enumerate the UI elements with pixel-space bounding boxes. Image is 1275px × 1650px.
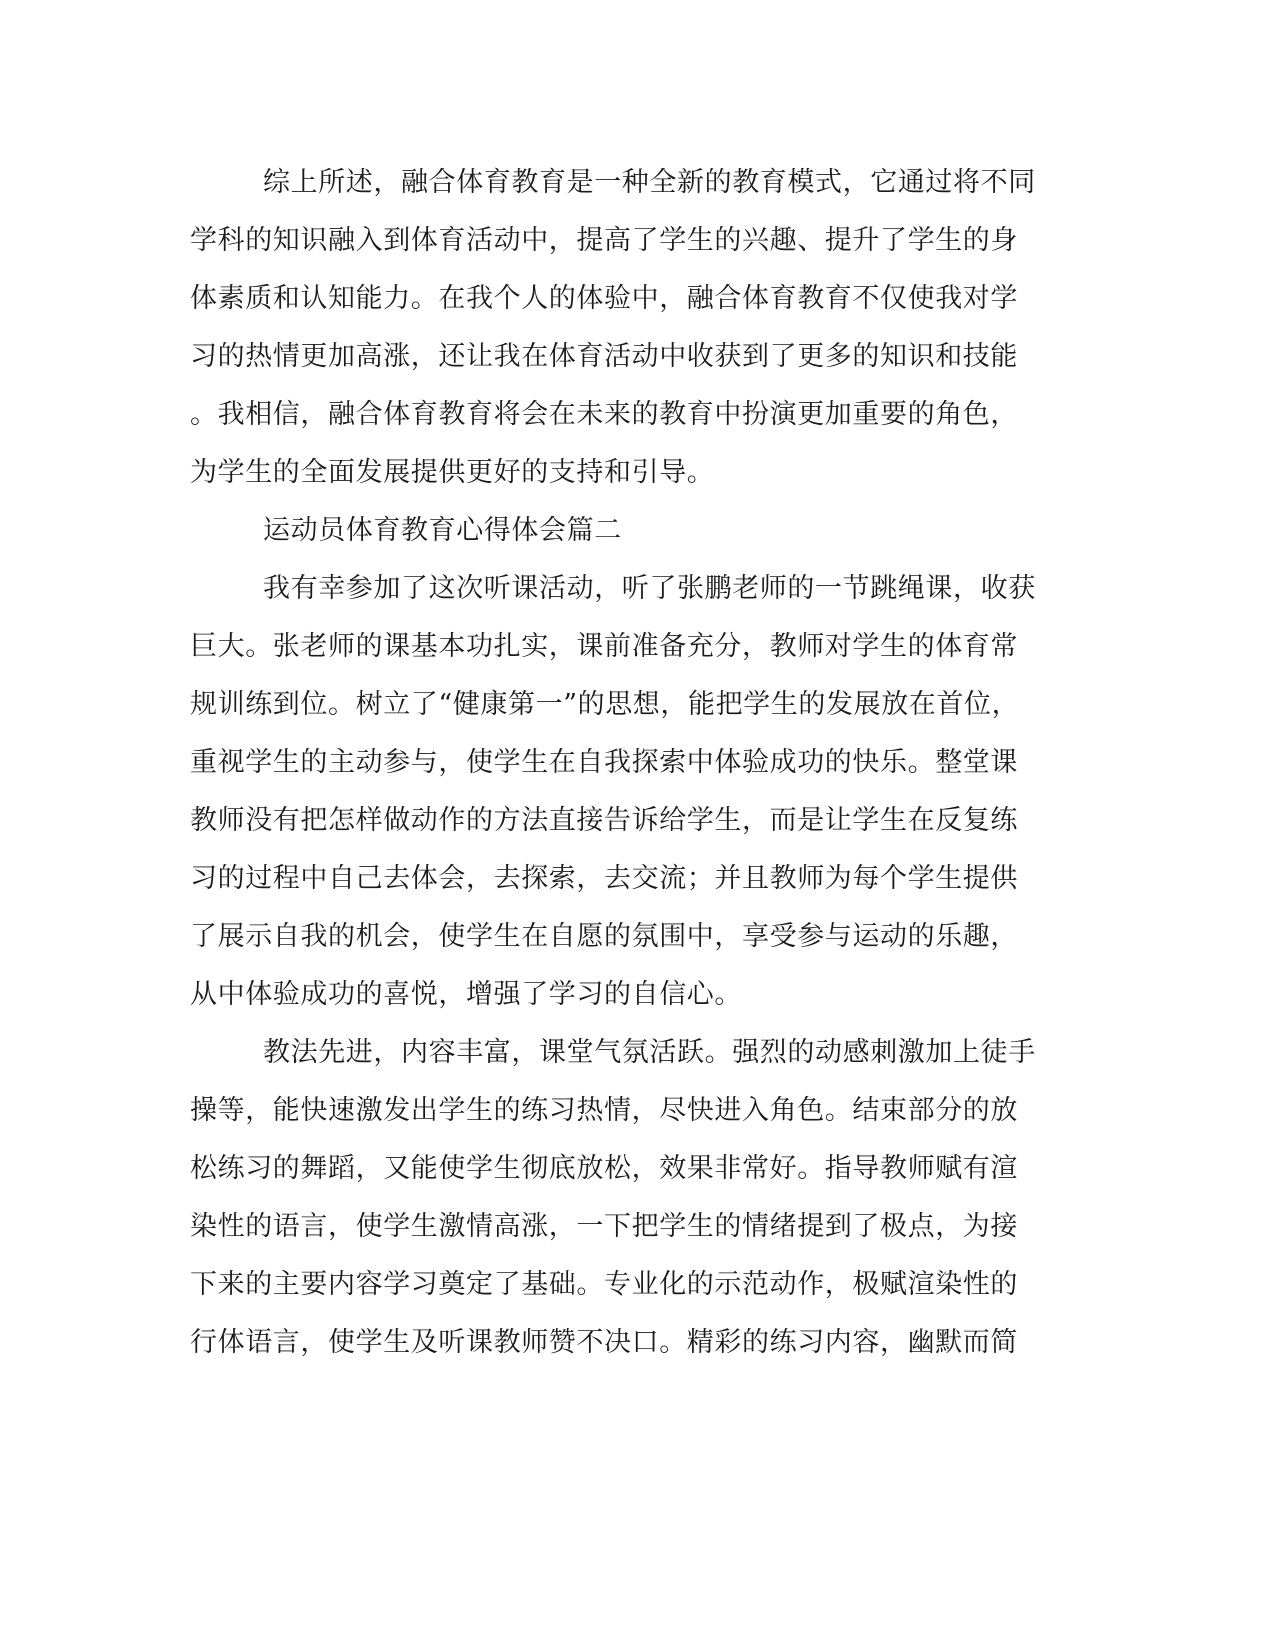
- text-line: 从中体验成功的喜悦，增强了学习的自信心。: [190, 979, 742, 1010]
- text-line: 了展示自我的机会，使学生在自愿的氛围中，享受参与运动的乐趣，: [190, 921, 1018, 952]
- text-line: 巨大。张老师的课基本功扎实，课前准备充分，教师对学生的体育常: [190, 631, 1018, 662]
- text-line: 我有幸参加了这次听课活动，听了张鹏老师的一节跳绳课，收获: [263, 573, 1036, 604]
- text-line: 习的过程中自己去体会，去探索，去交流；并且教师为每个学生提供: [190, 863, 1018, 894]
- text-line: 下来的主要内容学习奠定了基础。专业化的示范动作，极赋渲染性的: [190, 1269, 1018, 1300]
- text-line: 操等，能快速激发出学生的练习热情，尽快进入角色。结束部分的放: [190, 1095, 1018, 1126]
- text-line: 为学生的全面发展提供更好的支持和引导。: [190, 457, 715, 488]
- text-line: 重视学生的主动参与，使学生在自我探索中体验成功的快乐。整堂课: [190, 747, 1018, 778]
- text-line: 规训练到位。树立了“健康第一”的思想，能把学生的发展放在首位，: [190, 689, 1020, 720]
- text-line: 行体语言，使学生及听课教师赞不决口。精彩的练习内容，幽默而简: [190, 1327, 1018, 1358]
- text-line: 综上所述，融合体育教育是一种全新的教育模式，它通过将不同: [263, 167, 1036, 198]
- text-line: 教法先进，内容丰富，课堂气氛活跃。强烈的动感刺激加上徒手: [263, 1037, 1036, 1068]
- text-line: 体素质和认知能力。在我个人的体验中，融合体育教育不仅使我对学: [190, 283, 1018, 314]
- text-line: 松练习的舞蹈，又能使学生彻底放松，效果非常好。指导教师赋有渲: [190, 1153, 1018, 1184]
- section-heading: 运动员体育教育心得体会篇二: [263, 515, 622, 546]
- text-line: 学科的知识融入到体育活动中，提高了学生的兴趣、提升了学生的身: [190, 225, 1018, 256]
- text-line: 染性的语言，使学生激情高涨，一下把学生的情绪提到了极点，为接: [190, 1211, 1018, 1242]
- text-line: 。我相信，融合体育教育将会在未来的教育中扮演更加重要的角色，: [190, 399, 1018, 430]
- text-line: 习的热情更加高涨，还让我在体育活动中收获到了更多的知识和技能: [190, 341, 1018, 372]
- text-line: 教师没有把怎样做动作的方法直接告诉给学生，而是让学生在反复练: [190, 805, 1018, 836]
